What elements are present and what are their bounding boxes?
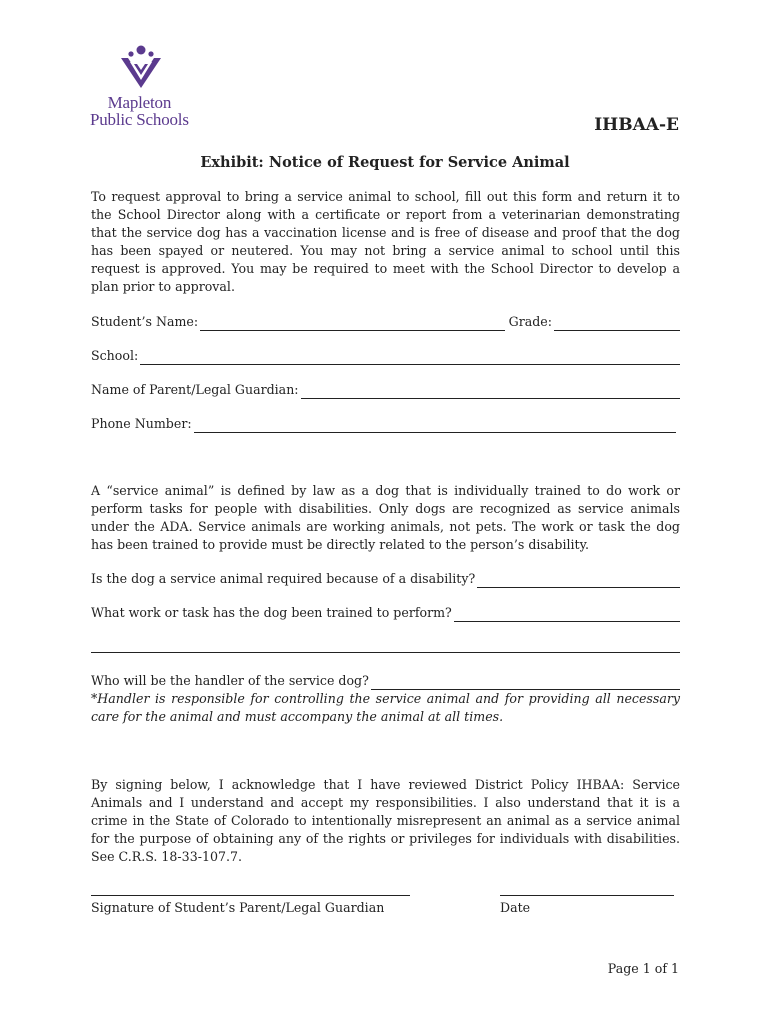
handler-note: *Handler is responsible for controlling the service animal and for providing all necessary care for the animal and must accompany the animal at all times.	[91, 691, 680, 724]
intro-paragraph: To request approval to bring a service animal to school, fill out this form and return it to the School Director along with a certificate or report from a veterinarian demonstrating that the service dog has a vaccination license and is free of disease and proof that the dog has been spayed or neutered. You may not bring a service animal to school until this request is approved. You may be required to meet with the School Director to develop a plan prior to approval.	[91, 189, 680, 294]
grade-field[interactable]	[554, 316, 680, 331]
parent-row	[91, 381, 680, 399]
task-answer-line-2[interactable]	[91, 652, 680, 653]
phone-row	[91, 415, 676, 433]
signature-label: Signature of Student’s Parent/Legal Guardian	[91, 900, 385, 915]
definition-paragraph: A “service animal” is defined by law as a dog that is individually trained to do work or perform tasks for people with disabilities. Only dogs are recognized as service animals under the ADA. Service animals are working animals, not pets. The work or task the dog has been trained to provide must be directly related to the person’s disability.	[91, 483, 680, 552]
handler-answer-field[interactable]	[371, 675, 680, 690]
student-grade-row	[91, 313, 680, 331]
grade-label: Grade:	[508, 314, 552, 329]
disability-answer-field[interactable]	[477, 573, 680, 588]
phone-label: Phone Number:	[91, 416, 192, 431]
logo-wordmark	[90, 94, 189, 128]
student-name-label: Student’s Name:	[91, 314, 199, 329]
school-field[interactable]	[140, 350, 680, 365]
student-name-field[interactable]	[200, 316, 505, 331]
task-row	[91, 604, 680, 622]
disability-row	[91, 570, 680, 588]
task-answer-field[interactable]	[454, 607, 680, 622]
task-question: What work or task has the dog been trained to perform?	[91, 605, 452, 620]
acknowledgement-paragraph: By signing below, I acknowledge that I have reviewed District Policy IHBAA: Service Animals and I understand and accept my responsibilities. I also understand that it is a crime in the State of Colorado to intentionally misrepresent an animal as a service animal for the purpose of obtaining any of the rights or privileges for individuals with disabilities. See C.R.S. 18-33-107.7.	[91, 777, 680, 864]
date-label: Date	[500, 900, 531, 915]
logo-emblem-icon	[116, 44, 166, 92]
document-title: Exhibit: Notice of Request for Service Animal	[200, 154, 570, 171]
phone-field[interactable]	[194, 418, 676, 433]
page-number: Page 1 of 1	[607, 961, 679, 976]
school-logo	[88, 44, 198, 134]
handler-question: Who will be the handler of the service dog?	[91, 673, 369, 688]
logo-line-2: Public Schools	[90, 110, 189, 129]
signature-line[interactable]	[91, 895, 410, 896]
parent-label: Name of Parent/Legal Guardian:	[91, 382, 299, 397]
school-label: School:	[91, 348, 139, 363]
logo-line-1: Mapleton	[107, 93, 172, 112]
school-row	[91, 347, 680, 365]
date-line[interactable]	[500, 895, 674, 896]
handler-row	[91, 672, 680, 690]
disability-question: Is the dog a service animal required because of a disability?	[91, 571, 476, 586]
policy-code: IHBAA-E	[594, 115, 679, 135]
parent-field[interactable]	[301, 384, 680, 399]
